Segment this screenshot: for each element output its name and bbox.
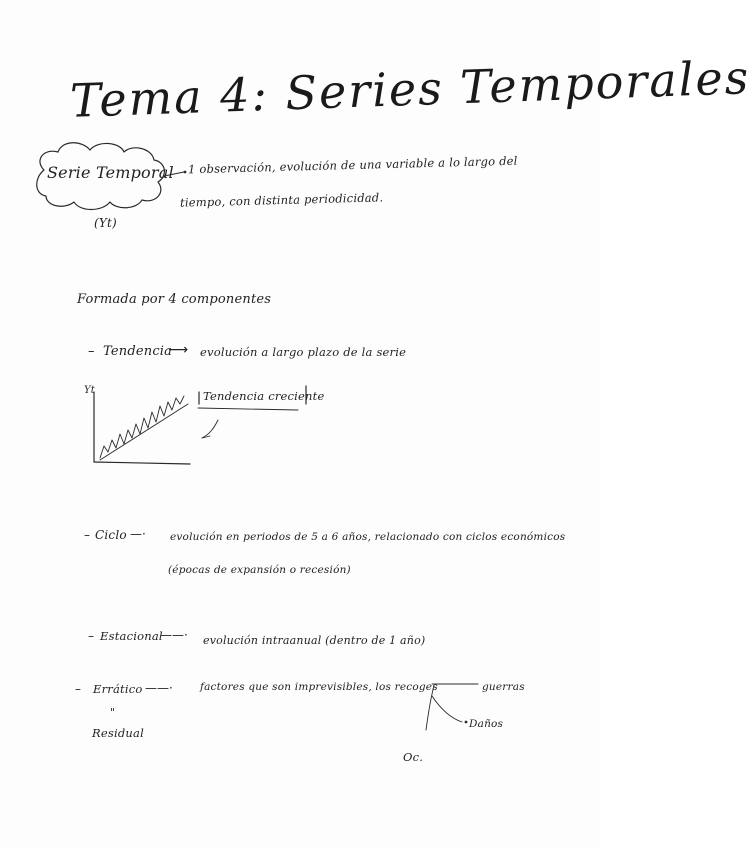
bullet-dash: – [88,629,94,643]
arrow-dot [184,171,187,174]
bullet-dash: – [88,344,95,359]
bullet-dash: – [75,682,81,696]
chart-axis-label: Yt [84,385,96,396]
tendencia-series-line [100,396,184,458]
tendencia-label: Tendencia [103,344,173,359]
pointer-stroke [202,420,218,438]
ciclo-description-1: evolución en periodos de 5 a 6 años, relacionado con ciclos económicos [170,531,566,543]
bracket-dot [465,721,468,724]
pointer-head [202,436,210,438]
ditto-mark: " [110,706,116,719]
bullet-dash: – [84,528,90,542]
tendencia-chart-label: Tendencia creciente [203,389,325,403]
erratico-label: Errático [93,682,143,696]
term-symbol: (Yt) [94,216,117,230]
ciclo-description-2: (épocas de expansión o recesión) [168,564,351,576]
example-danos: Daños [469,718,504,730]
tendencia-underline [198,408,298,410]
example-guerras: guerras [482,681,525,693]
arrow-erratico: ——· [145,681,173,695]
erratico-description: factores que son imprevisibles, los recoges [200,681,438,693]
estacional-description: evolución intraanual (dentro de 1 año) [203,634,426,647]
term-serie-temporal: Serie Temporal [47,163,174,182]
components-intro: Formada por 4 componentes [77,292,272,307]
examples-bracket-lower [432,696,462,722]
example-oc: Oc. [403,750,424,764]
chart-x-axis [94,462,190,464]
definition-line-2: tiempo, con distinta periodicidad. [179,190,384,210]
tendencia-description: evolución a largo plazo de la serie [200,345,407,359]
definition-line-1: 1 observación, evolución de una variable a lo largo del [187,153,518,177]
arrow-tendencia: ⟶ [168,342,189,358]
estacional-label: Estacional [100,629,163,643]
arrow-ciclo: —· [130,527,146,541]
ciclo-label: Ciclo [95,528,127,542]
arrow-estacional: ——· [160,628,188,642]
tendencia-trend-line [100,404,188,460]
page-title: Tema 4: Series Temporales [69,50,751,128]
residual-label: Residual [92,726,144,740]
